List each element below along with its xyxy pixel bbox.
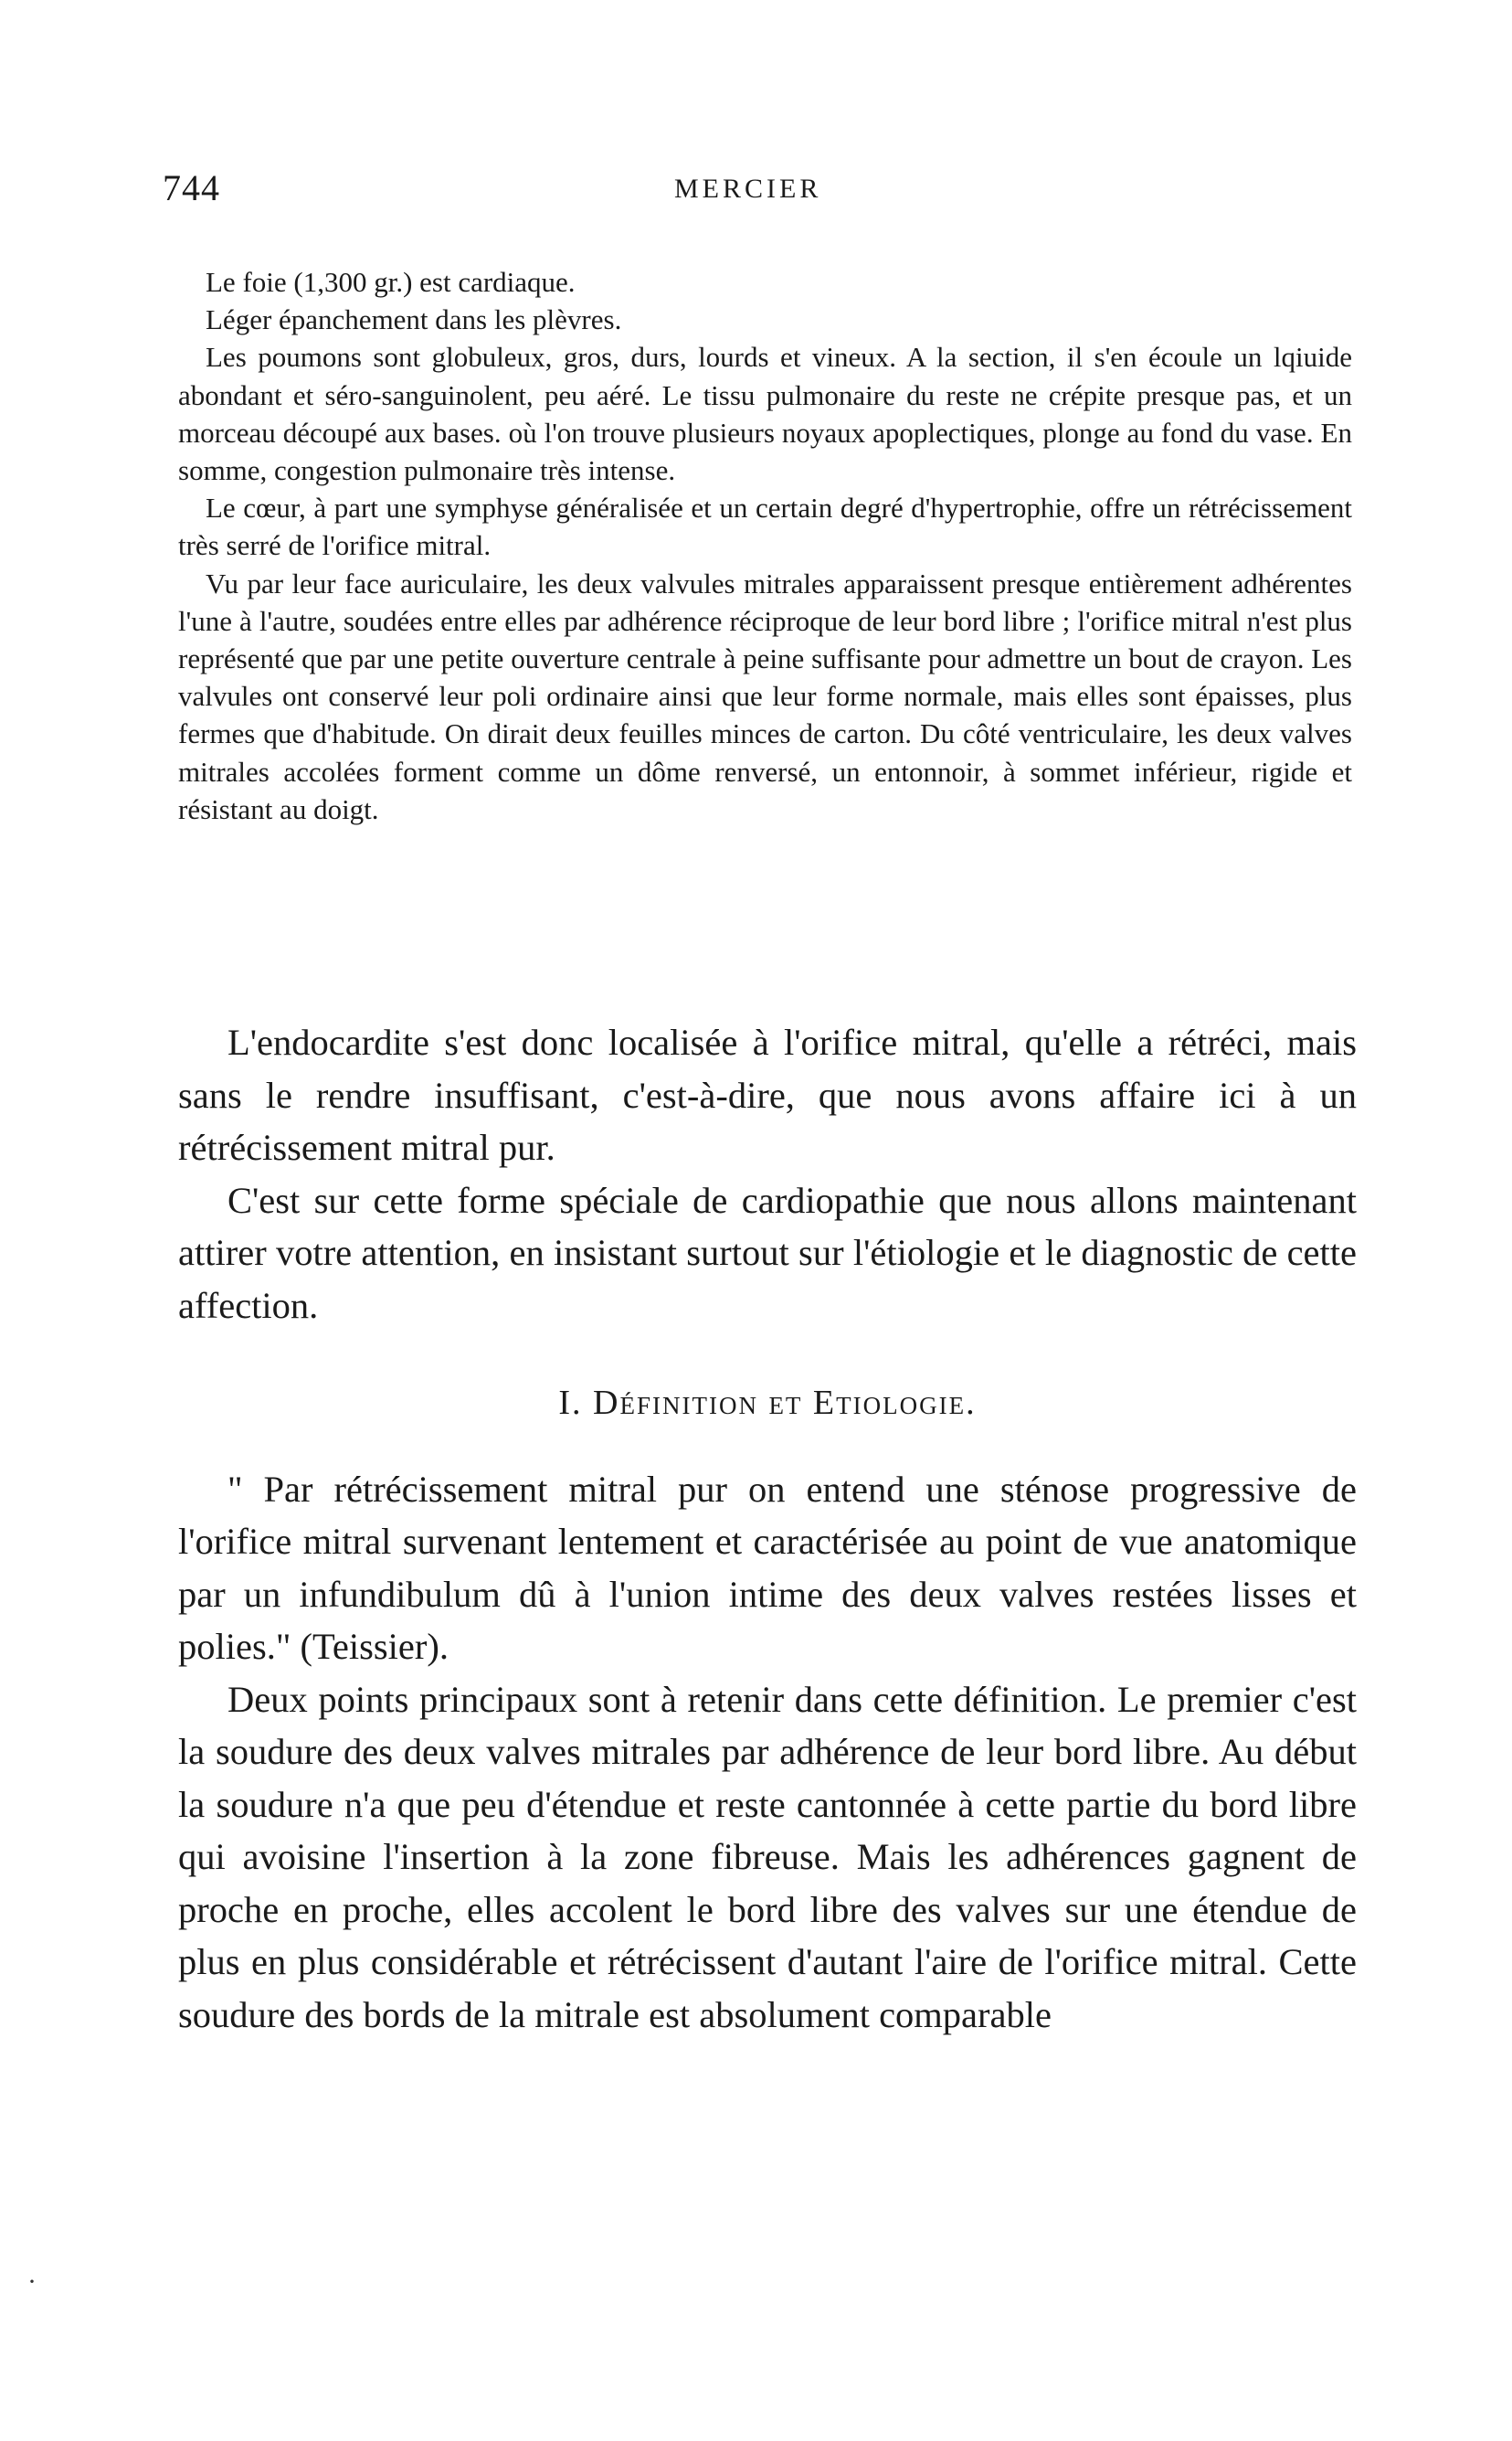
section-heading: [178, 1377, 1357, 1430]
page-number: 744: [163, 167, 220, 208]
case-note-pleura: Léger épanchement dans les plèvres.: [206, 303, 622, 336]
paragraph-definition-quote: " Par rétrécissement mitral pur on entend une sténose progressive de l'orifice mitral survenant lentement et caractérisée au point de vue anatomique par un infundibulum dû à l'union intime des deux valves restées lisses et polies." (Teissier).: [178, 1468, 1357, 1667]
section-heading-text: I. Définition et Etiologie.: [558, 1384, 977, 1422]
main-text: [178, 1016, 1357, 2041]
case-note-heart: Le cœur, à part une symphyse généralisée et un certain degré d'hypertrophie, offre un rétrécissement très serré de l'orifice mitral.: [178, 492, 1352, 562]
page-header: [163, 166, 1387, 221]
case-note-liver: Le foie (1,300 gr.) est cardiaque.: [206, 266, 576, 298]
paragraph-endocarditis: L'endocardite s'est donc localisée à l'orifice mitral, qu'elle a rétréci, mais sans le rendre insuffisant, c'est-à-dire, que nous avons affaire ici à un rétrécissement mitral pur.: [178, 1022, 1357, 1168]
running-head: MERCIER: [674, 174, 822, 204]
paragraph-two-points: Deux points principaux sont à retenir dans cette définition. Le premier c'est la soudure des deux valves mitrales par adhérence de leur bord libre. Au début la soudure n'a que peu d'étendue et reste cantonnée à cette partie du bord libre qui avoisine l'insertion à la zone fibreuse. Mais les adhérences gagnent de proche en proche, elles accolent le bord libre des valves sur une étendue de plus en plus considérable et rétrécissent d'autant l'aire de l'orifice mitral. Cette soudure des bords de la mitrale est absolument comparable: [178, 1678, 1357, 2035]
paragraph-cardiopathy: C'est sur cette forme spéciale de cardiopathie que nous allons maintenant attirer votre attention, en insistant surtout sur l'étiologie et le diagnostic de cette affection.: [178, 1179, 1357, 1326]
case-note-valves: Vu par leur face auriculaire, les deux valvules mitrales apparaissent presque entièrement adhérentes l'une à l'autre, soudées entre elles par adhérence réciproque de leur bord libre ; l'orifice mitral n'est plus représenté que par une petite ouverture centrale à peine suffisante pour admettre un bout de crayon. Les valvules ont conservé leur poli ordinaire ainsi que leur forme normale, mais elles sont épaisses, plus fermes que d'habitude. On dirait deux feuilles minces de carton. Du côté ventriculaire, les deux valves mitrales accolées forment comme un dôme renversé, un entonnoir, à sommet inférieur, rigide et résistant au doigt.: [178, 567, 1352, 825]
margin-dot: ·: [27, 2266, 37, 2297]
case-note-lungs: Les poumons sont globuleux, gros, durs, lourds et vineux. A la section, il s'en écoule un lqiuide abondant et séro-sanguinolent, peu aéré. Le tissu pulmonaire du reste ne crépite presque pas, et un morceau découpé aux bases. où l'on trouve plusieurs noyaux apoplectiques, plonge au fond du vase. En somme, congestion pulmonaire très intense.: [178, 341, 1352, 487]
case-notes-block: [178, 263, 1352, 828]
